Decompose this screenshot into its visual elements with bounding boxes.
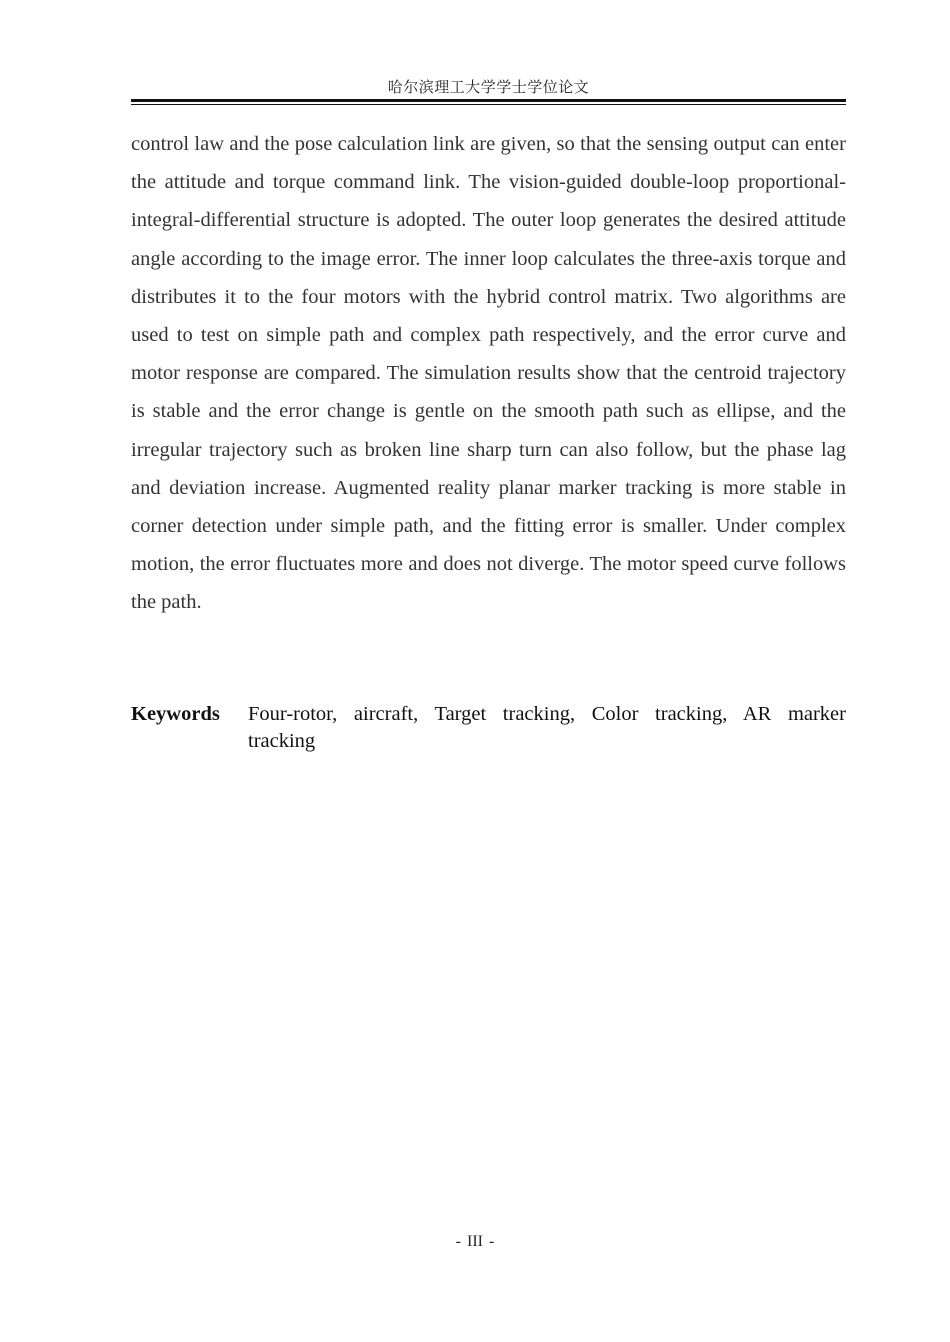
header-rule-thick — [131, 99, 846, 102]
keywords-list: Four-rotor, aircraft, Target tracking, Color tracking, AR marker tracking — [248, 703, 846, 752]
keywords-section — [131, 701, 846, 755]
keywords-label: Keywords — [131, 703, 220, 725]
page-header-title: 哈尔滨理工大学学士学位论文 — [387, 80, 590, 96]
page-number: - III - — [455, 1233, 495, 1250]
abstract-paragraph: control law and the pose calculation link are given, so that the sensing output can enter the attitude and torque command link. The vision-guided double-loop proportional-integral-differential structure is adopted. The outer loop generates the desired attitude angle according to the image error. The inner loop calculates the three-axis torque and distributes it to the four motors with the hybrid control matrix. Two algorithms are used to test on simple path and complex path respectively, and the error curve and motor response are compared. The simulation results show that the centroid trajectory is stable and the error change is gentle on the smooth path such as ellipse, and the irregular trajectory such as broken line sharp turn can also follow, but the phase lag and deviation increase. Augmented reality planar marker tracking is more stable in corner detection under simple path, and the fitting error is smaller. Under complex motion, the error fluctuates more and does not diverge. The motor speed curve follows the path. — [131, 133, 846, 614]
header-double-rule — [131, 99, 846, 106]
header-rule-thin — [131, 104, 846, 105]
